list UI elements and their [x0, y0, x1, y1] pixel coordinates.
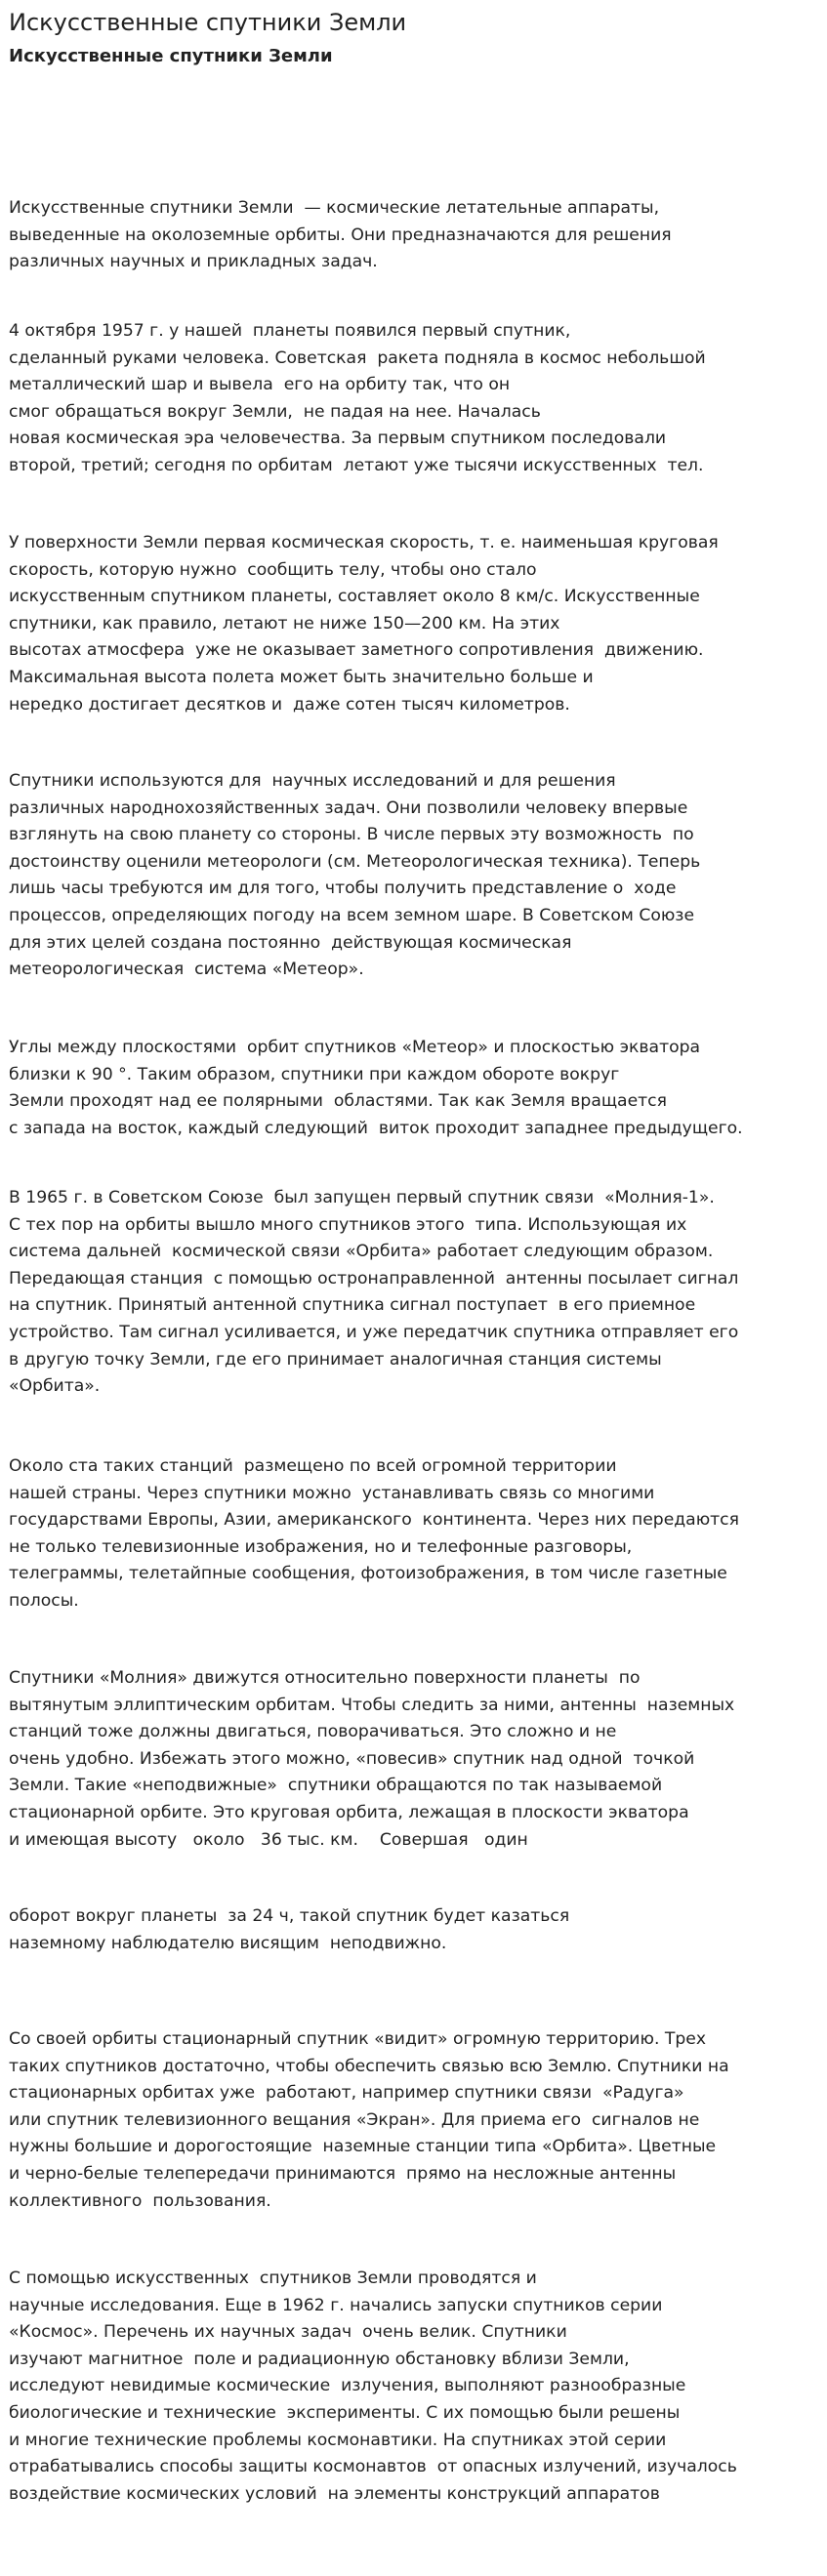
text-line: на спутник. Принятый антенной спутника сигнал поступает в его приемное	[9, 1295, 696, 1316]
text-line: для этих целей создана постоянно действующая космическая	[9, 932, 572, 953]
text-line: исследуют невидимые космические излучения, выполняют разнообразные	[9, 2376, 686, 2396]
text-line: отрабатывались способы защиты космонавтов от опасных излучений, изучалось	[9, 2457, 737, 2477]
text-line: взглянуть на свою планету со стороны. В числе первых эту возможность по	[9, 825, 694, 845]
text-line: Со своей орбиты стационарный спутник «видит» огромную территорию. Трех	[9, 2029, 707, 2049]
text-line: вытянутым эллиптическим орбитам. Чтобы следить за ними, антенны наземных	[9, 1695, 735, 1715]
text-line: Земли проходят над ее полярными областями. Так как Земля вращается	[9, 1091, 667, 1112]
text-line: С тех пор на орбиты вышло много спутников этого типа. Использующая их	[9, 1214, 687, 1235]
text-line: и имеющая высоту около 36 тыс. км. Совершая один	[9, 1829, 528, 1850]
text-line: очень удобно. Избежать этого можно, «повесив» спутник над одной точкой	[9, 1748, 695, 1769]
paragraph-kosmos-research	[9, 2266, 737, 2508]
text-line: научные исследования. Еще в 1962 г. начались запуски спутников серии	[9, 2295, 663, 2315]
text-line: лишь часы требуются им для того, чтобы получить представление о ходе	[9, 879, 677, 899]
text-line: различных научных и прикладных задач.	[9, 252, 378, 272]
text-line: Земли. Такие «неподвижные» спутники обращаются по так называемой	[9, 1776, 663, 1796]
text-line: государствами Европы, Азии, американского континента. Через них передаются	[9, 1510, 739, 1531]
text-line: система дальней космической связи «Орбита» работает следующим образом.	[9, 1242, 714, 1262]
text-line: коллективного пользования.	[9, 2190, 271, 2211]
text-line: «Орбита».	[9, 1376, 101, 1397]
text-line: Спутники «Молния» движутся относительно поверхности планеты по	[9, 1668, 641, 1688]
paragraph-uses	[9, 768, 700, 984]
text-line: биологические и технические эксперименты. С их помощью были решены	[9, 2402, 681, 2423]
text-line: таких спутников достаточно, чтобы обеспечить связью всю Землю. Спутники на	[9, 2056, 729, 2076]
text-line: с запада на восток, каждый следующий виток проходит западнее предыдущего.	[9, 1118, 743, 1138]
text-line: воздействие космических условий на элементы конструкций аппаратов	[9, 2483, 660, 2504]
text-line: полосы.	[9, 1590, 79, 1611]
text-line: Углы между плоскостями орбит спутников «Метеор» и плоскостью экватора	[9, 1038, 701, 1057]
text-line: процессов, определяющих погоду на всем земном шаре. В Советском Союзе	[9, 905, 695, 925]
paragraph-first-satellite	[9, 318, 706, 480]
text-line: близки к 90 °. Таким образом, спутники при каждом обороте вокруг	[9, 1064, 620, 1084]
text-line: или спутник телевизионного вещания «Экран». Для приема его сигналов не	[9, 2109, 700, 2130]
text-line: наземному наблюдателю висящим неподвижно.	[9, 1933, 447, 1953]
text-line: У поверхности Земли первая космическая скорость, т. е. наименьшая круговая	[9, 533, 719, 552]
text-line: стационарной орбите. Это круговая орбита, лежащая в плоскости экватора	[9, 1802, 689, 1822]
text-line: смог обращаться вокруг Земли, не падая на нее. Началась	[9, 401, 541, 422]
text-line: «Космос». Перечень их научных задач очень велик. Спутники	[9, 2322, 567, 2343]
text-line: и черно-белые телепередачи принимаются прямо на несложные антенны	[9, 2163, 677, 2184]
paragraph-molniya	[9, 1185, 738, 1401]
text-line: сделанный руками человека. Советская ракета подняла в космос небольшой	[9, 348, 706, 368]
page-title: Искусственные спутники Земли	[9, 9, 407, 36]
text-line: оборот вокруг планеты за 24 ч, такой спутник будет казаться	[9, 1906, 570, 1926]
text-line: спутники, как правило, летают не ниже 150—200 км. На этих	[9, 613, 560, 634]
text-line: Передающая станция с помощью остронаправленной антенны посылает сигнал	[9, 1268, 739, 1288]
paragraph-orbita-stations	[9, 1453, 739, 1615]
paragraph-stationary-orbit	[9, 1665, 734, 1854]
text-line: достоинству оценили метеорологи (см. Метеорологическая техника). Теперь	[9, 851, 701, 872]
text-line: в другую точку Земли, где его принимает аналогичная станция системы	[9, 1349, 662, 1370]
text-line: нередко достигает десятков и даже сотен тысяч километров.	[9, 694, 570, 715]
paragraph-meteor-orbits	[9, 1035, 743, 1142]
text-line: нашей страны. Через спутники можно устанавливать связь со многими	[9, 1483, 655, 1503]
text-line: скорость, которую нужно сообщить телу, чтобы оно стало	[9, 559, 537, 580]
text-line: металлический шар и вывела его на орбиту так, что он	[9, 375, 511, 395]
paragraph-orbital-speed	[9, 530, 719, 718]
text-line: Максимальная высота полета может быть значительно больше и	[9, 667, 594, 687]
text-line: и многие технические проблемы космонавтики. На спутниках этой серии	[9, 2430, 667, 2450]
text-line: различных народнохозяйственных задач. Они позволили человеку впервые	[9, 797, 688, 818]
text-line: не только телевизионные изображения, но и телефонные разговоры,	[9, 1536, 633, 1557]
page-subtitle: Искусственные спутники Земли	[9, 46, 333, 66]
text-line: Около ста таких станций размещено по всей огромной территории	[9, 1456, 617, 1476]
text-line: С помощью искусственных спутников Земли проводятся и	[9, 2269, 537, 2288]
text-line: телеграммы, телетайпные сообщения, фотоизображения, в том числе газетные	[9, 1564, 727, 1584]
text-line: второй, третий; сегодня по орбитам летают уже тысячи искусственных тел.	[9, 455, 704, 475]
text-line: Спутники используются для научных исследований и для решения	[9, 771, 616, 791]
text-line: нужны большие и дорогостоящие наземные станции типа «Орбита». Цветные	[9, 2137, 717, 2157]
text-line: Искусственные спутники Земли — космические летательные аппараты,	[9, 198, 660, 218]
text-line: станций тоже должны двигаться, поворачиваться. Это сложно и не	[9, 1722, 617, 1742]
text-line: искусственным спутником планеты, составляет около 8 км/с. Искусственные	[9, 587, 700, 607]
paragraph-intro	[9, 195, 672, 276]
text-line: высотах атмосфера уже не оказывает заметного сопротивления движению.	[9, 640, 704, 661]
text-line: В 1965 г. в Советском Союзе был запущен первый спутник связи «Молния-1».	[9, 1188, 715, 1207]
paragraph-stationary-period	[9, 1903, 569, 1957]
paragraph-raduga-ekran	[9, 2026, 729, 2215]
text-line: стационарных орбитах уже работают, например спутники связи «Радуга»	[9, 2083, 684, 2104]
text-line: метеорологическая система «Метеор».	[9, 960, 364, 980]
text-line: 4 октября 1957 г. у нашей планеты появился первый спутник,	[9, 321, 571, 341]
text-line: новая космическая эра человечества. За первым спутником последовали	[9, 429, 667, 449]
text-line: выведенные на околоземные орбиты. Они предназначаются для решения	[9, 225, 672, 245]
text-line: устройство. Там сигнал усиливается, и уже передатчик спутника отправляет его	[9, 1322, 739, 1342]
text-line: изучают магнитное поле и радиационную обстановку вблизи Земли,	[9, 2349, 630, 2369]
